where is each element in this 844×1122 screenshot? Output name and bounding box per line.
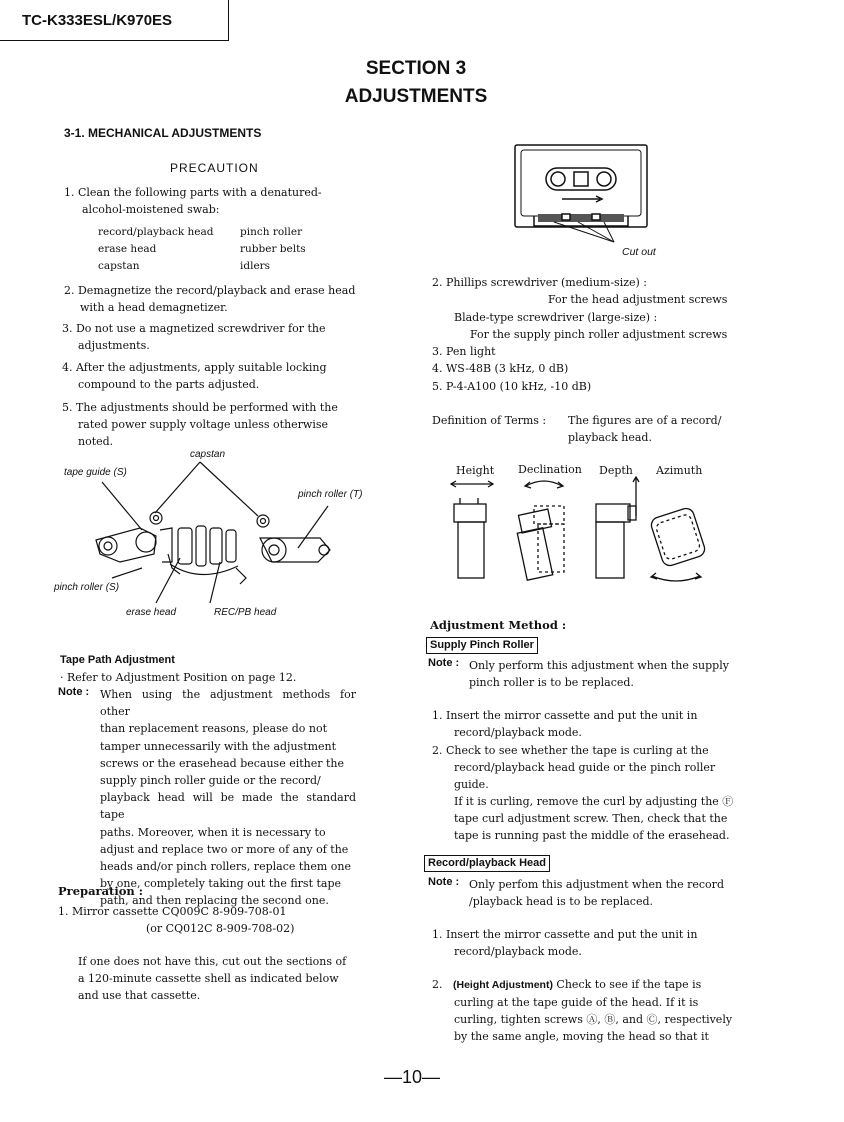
page-title: ADJUSTMENTS: [344, 86, 488, 107]
precaution-item-3: 3. Do not use a magnetized screwdriver for the adjustments.: [62, 322, 326, 352]
supply-pinch-roller-box: Supply Pinch Roller: [426, 637, 538, 654]
term-depth: Depth: [599, 464, 633, 477]
parts-list-col2: pinch roller rubber belts idlers: [240, 226, 306, 272]
supply-step-2: 2. Check to see whether the tape is curling at the record/playback head guide or the pinch roller guide. If it is curling, remove the curl by adjusting the Ⓕ tape curl adjustment screw. Then, check that the tape is running past the middle of the erasehead.: [432, 744, 734, 842]
rec-step-1: 1. Insert the mirror cassette and put the unit in record/playback mode.: [432, 928, 698, 958]
precaution-title: PRECAUTION: [170, 161, 259, 175]
parts-list-col1: record/playback head erase head capstan: [98, 226, 214, 272]
precaution-item-2: 2. Demagnetize the record/playback and erase head with a head demagnetizer.: [64, 284, 356, 314]
rec-note-text: Only perfom this adjustment when the record /playback head is to be replaced.: [469, 878, 724, 908]
term-azimuth: Azimuth: [656, 464, 703, 477]
cassette-cutout-diagram: [514, 144, 650, 244]
tape-path-diagram: [60, 458, 363, 608]
mechanical-heading: 3-1. MECHANICAL ADJUSTMENTS: [64, 126, 262, 140]
rec-note-label: Note :: [428, 876, 460, 888]
rec-step-2: 2. (Height Adjustment) Check to see if the tape is curling at the tape guide of the head. If it is curling, tighten screws Ⓐ, Ⓑ, and Ⓒ, respectively by the same angle, moving the head so that it: [432, 978, 733, 1043]
label-rec-pb-head: REC/PB head: [214, 607, 277, 618]
term-declination: Declination: [518, 463, 582, 476]
term-height: Height: [456, 464, 495, 477]
prep-paragraph: If one does not have this, cut out the sections of a 120-minute cassette shell as indicated below and use that cassette.: [78, 955, 347, 1003]
model-header: [0, 0, 229, 41]
supply-step-1: 1. Insert the mirror cassette and put the unit in record/playback mode.: [432, 709, 698, 739]
label-pinch-roller-t: pinch roller (T): [298, 489, 363, 500]
supply-note-text: Only perform this adjustment when the supply pinch roller is to be replaced.: [469, 659, 729, 689]
definition-label: Definition of Terms :: [432, 414, 547, 427]
record-playback-head-box: Record/playback Head: [424, 855, 550, 872]
tape-path-ref: · Refer to Adjustment Position on page 12.: [60, 671, 297, 684]
prep-item-1-line1: 1. Mirror cassette CQ009C 8-909-708-01: [58, 905, 287, 918]
head-terms-diagram: [446, 476, 716, 586]
label-erase-head: erase head: [126, 607, 177, 618]
precaution-item-1: 1. Clean the following parts with a denatured- alcohol-moistened swab:: [64, 186, 322, 216]
label-pinch-roller-s: pinch roller (S): [54, 582, 120, 593]
prep-item-1-line2: (or CQ012C 8-909-708-02): [146, 922, 295, 935]
supply-note-label: Note :: [428, 657, 460, 669]
preparation-title: Preparation :: [58, 884, 143, 898]
definition-text: The figures are of a record/ playback head.: [568, 414, 722, 444]
tools-list: 2. Phillips screwdriver (medium-size) : For the head adjustment screws Blade-type screwdriver (large-size) : For the supply pinch roller adjustment screws 3. Pen light 4. WS-48B (3 kHz, 0 dB) 5. P-4-A100 (10 kHz, -10 dB): [432, 276, 728, 393]
model-number: TC-K333ESL/K970ES: [22, 12, 173, 29]
method-title: Adjustment Method :: [430, 618, 567, 632]
tape-path-title: Tape Path Adjustment: [60, 654, 175, 666]
note-label: Note :: [58, 686, 90, 698]
label-tape-guide-s: tape guide (S): [64, 467, 127, 478]
page-number: —10—: [384, 1067, 441, 1087]
note-text: When using the adjustment methods for other than replacement reasons, please do not tamper unnecessarily with the adjustment screws or the erasehead because either the supply pinch roller guide or the record/ playback head will be made the standard tape paths. Moreover, when it is necessary to adjust and replace two or more of any of the heads and/or pinch rollers, replace them one by one, completely taking out the first tape path, and then replacing the second one.: [100, 688, 356, 908]
precaution-item-4: 4. After the adjustments, apply suitable locking compound to the parts adjusted.: [62, 361, 327, 391]
label-cut-out: Cut out: [622, 246, 656, 258]
section-number: SECTION 3: [365, 58, 467, 79]
label-capstan: capstan: [190, 449, 226, 460]
precaution-item-5: 5. The adjustments should be performed with the rated power supply voltage unless otherwise noted.: [62, 401, 338, 448]
